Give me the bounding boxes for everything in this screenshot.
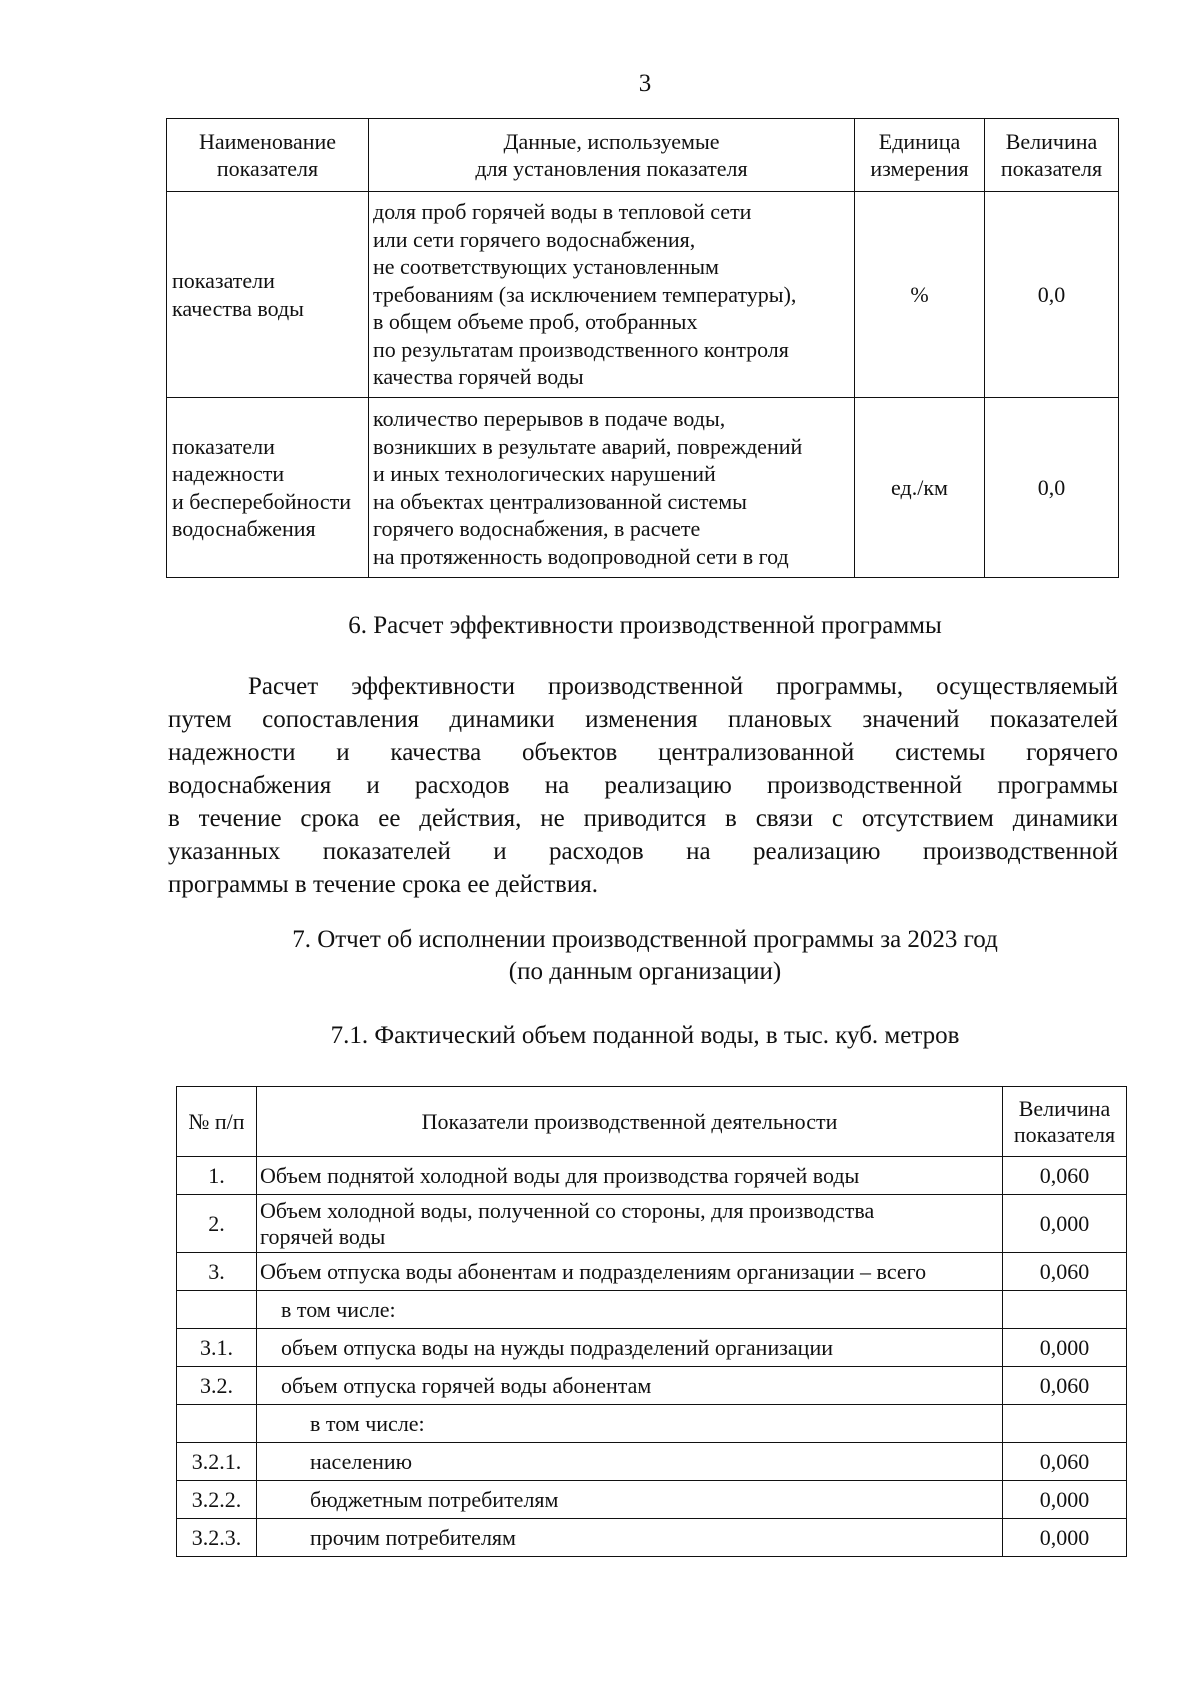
- row-indicator: Объем отпуска воды абонентам и подразделениям организации – всего: [257, 1253, 1003, 1291]
- row-indicator: населению: [257, 1443, 1003, 1481]
- table-row: [177, 1481, 1127, 1519]
- row-number: [177, 1405, 257, 1443]
- table-row: [177, 1519, 1127, 1557]
- row-value: 0,060: [1003, 1443, 1127, 1481]
- header-unit: Единица измерения: [855, 119, 985, 192]
- row-value: 0,060: [1003, 1367, 1127, 1405]
- row-number: 3.: [177, 1253, 257, 1291]
- header-value: Величина показателя: [985, 119, 1119, 192]
- table-row: [177, 1253, 1127, 1291]
- water-volume-table: [176, 1086, 1127, 1557]
- indicator-value: 0,0: [985, 192, 1119, 398]
- indicator-value: 0,0: [985, 398, 1119, 578]
- table-row: [167, 192, 1119, 398]
- row-indicator: в том числе:: [257, 1405, 1003, 1443]
- indicator-unit: ед./км: [855, 398, 985, 578]
- table-header-row: [167, 119, 1119, 192]
- row-value: 0,060: [1003, 1157, 1127, 1195]
- table-row: [177, 1367, 1127, 1405]
- row-number: 2.: [177, 1195, 257, 1253]
- row-value: 0,060: [1003, 1253, 1127, 1291]
- row-number: [177, 1291, 257, 1329]
- row-value: 0,000: [1003, 1329, 1127, 1367]
- row-number: 3.2.: [177, 1367, 257, 1405]
- header-value: Величина показателя: [1003, 1087, 1127, 1157]
- row-indicator: объем отпуска горячей воды абонентам: [257, 1367, 1003, 1405]
- row-indicator: объем отпуска воды на нужды подразделений организации: [257, 1329, 1003, 1367]
- row-number: 1.: [177, 1157, 257, 1195]
- section-7-1-title: 7.1. Фактический объем поданной воды, в тыс. куб. метров: [330, 1022, 960, 1049]
- row-number: 3.2.3.: [177, 1519, 257, 1557]
- row-indicator: бюджетным потребителям: [257, 1481, 1003, 1519]
- row-value: 0,000: [1003, 1481, 1127, 1519]
- indicator-data: доля проб горячей воды в тепловой сети или сети горячего водоснабжения, не соответствующих установленным требованиям (за исключением температуры), в общем объеме проб, отобранных по результатам производственного контроля качества горячей воды: [369, 192, 855, 398]
- row-indicator: Объем поднятой холодной воды для производства горячей воды: [257, 1157, 1003, 1195]
- quality-indicators-table: [166, 118, 1119, 578]
- header-indicator: Показатели производственной деятельности: [257, 1087, 1003, 1157]
- row-value: 0,000: [1003, 1195, 1127, 1253]
- indicator-name: показатели надежности и бесперебойности водоснабжения: [167, 398, 369, 578]
- row-number: 3.2.1.: [177, 1443, 257, 1481]
- section-7-title: 7. Отчет об исполнении производственной программы за 2023 год: [292, 926, 998, 953]
- indicator-data: количество перерывов в подаче воды, возникших в результате аварий, повреждений и иных технологических нарушений на объектах централизованной системы горячего водоснабжения, в расчете на протяженность водопроводной сети в год: [369, 398, 855, 578]
- table-row: [177, 1195, 1127, 1253]
- row-number: 3.1.: [177, 1329, 257, 1367]
- section-7-title-sub: (по данным организации): [508, 958, 782, 985]
- row-value: [1003, 1405, 1127, 1443]
- table-row: [167, 398, 1119, 578]
- row-indicator: в том числе:: [257, 1291, 1003, 1329]
- table-row: [177, 1443, 1127, 1481]
- header-name: Наименование показателя: [167, 119, 369, 192]
- table-row: [177, 1405, 1127, 1443]
- section-6-title: 6. Расчет эффективности производственной программы: [348, 612, 942, 639]
- page-number: 3: [638, 70, 652, 97]
- header-num: № п/п: [177, 1087, 257, 1157]
- row-number: 3.2.2.: [177, 1481, 257, 1519]
- section-6-paragraph: Расчет эффективности производственной программы, осуществляемый путем сопоставления динамики изменения плановых значений показателей надежности и качества объектов централизованной системы горячего водоснабжения и расходов на реализацию производственной программы в течение срока ее действия, не приводится в связи с отсутствием динамики указанных показателей и расходов на реализацию производственной программы в течение срока ее действия.: [168, 673, 1118, 898]
- table-row: [177, 1291, 1127, 1329]
- row-value: [1003, 1291, 1127, 1329]
- table-header-row: [177, 1087, 1127, 1157]
- row-indicator: Объем холодной воды, полученной со стороны, для производства горячей воды: [257, 1195, 1003, 1253]
- table-row: [177, 1329, 1127, 1367]
- indicator-unit: %: [855, 192, 985, 398]
- header-data: Данные, используемые для установления показателя: [369, 119, 855, 192]
- indicator-name: показатели качества воды: [167, 192, 369, 398]
- row-indicator: прочим потребителям: [257, 1519, 1003, 1557]
- row-value: 0,000: [1003, 1519, 1127, 1557]
- table-row: [177, 1157, 1127, 1195]
